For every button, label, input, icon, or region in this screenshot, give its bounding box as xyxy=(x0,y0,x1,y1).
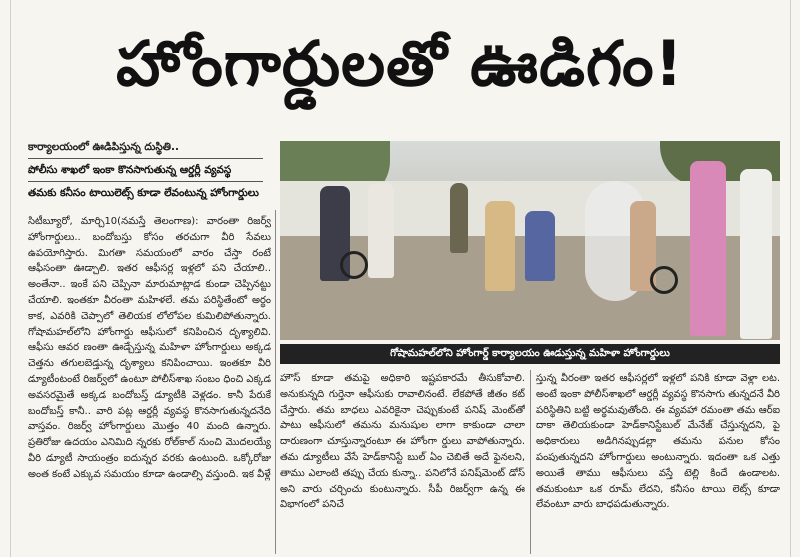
photo-bike-wheel xyxy=(650,266,678,294)
photo-person xyxy=(740,169,772,339)
news-photo xyxy=(280,141,780,340)
photo-person xyxy=(485,201,515,291)
page-border-left xyxy=(10,0,11,557)
column-divider xyxy=(530,370,531,554)
article-headline: హోంగార్డులతో ఊడిగం! xyxy=(116,27,684,100)
photo-person xyxy=(450,183,468,253)
photo-bike-wheel xyxy=(340,251,368,279)
subhead-2: తమకు కనీసం టాయిలెట్స్‌ కూడా లేవంటున్న హోంగార్డులు xyxy=(28,187,259,199)
subheads-block xyxy=(28,140,263,200)
page-border-right xyxy=(790,0,791,557)
subhead-1: పోలీసు శాఖలో ఇంకా కొనసాగుతున్న ఆర్డర్లీ వ్యవస్థ xyxy=(28,164,232,176)
article-column-2: హౌస్‌ కూడా తమపై అధికారి ఇష్టపకారమే తీసుకోవాలి. అనుకున్నది గుర్తెనా ఆఫీసుకు రావాలినంటే. లేకపోతే జీతం కట్‌ చేస్తారు. తమ బాధలు ఎవరికైనా చెప్పుకుంటే పనిష్‌ మెంట్‌తో పాటు ఆఫీసులో తమను మనుషుల లాగా కాకుండా చాలా దారుణంగా చూస్తున్నారంటూ ఈ హోంగా ర్డులు వాపోతున్నారు. తమ డ్యూటీలు వేసే హెడ్‌కానిస్టే బుల్‌ ఏం చెబితే అదే ఫైనలని, తాము ఎలాంటి తప్పు చేయ కున్నా.. పనిలోనే పనిష్‌మెంట్‌ డోస్‌ అని వారు చర్చించు కుంటున్నారు. సీపీ రిజర్వ్‌గా ఉన్న ఈ విభాగంలో పనిచే xyxy=(280,373,525,511)
photo-person xyxy=(368,183,394,278)
subhead-rule xyxy=(28,158,263,159)
photo-person xyxy=(690,161,726,336)
subhead-rule xyxy=(28,181,263,182)
column-divider xyxy=(275,210,276,554)
article-column-1: సిటీబ్యూరో, మార్చి10(నమస్తే తెలంగాణ): వారంతా రిజర్వ్‌ హోంగార్డులు.. బందోబస్తు కోసం తరచుగా వీరి సేవలు ఉపయోగిస్తారు. మిగతా సమయంలో వారం చేస్తా రంటే ఆఫీసంతా ఊడ్చాలి. ఇతర ఆఫీసర్ల ఇళ్లలో పని చేయాలి.. అంతేనా.. ఇంకే పని చెప్పినా మారుమాట్లాడ కుండా చెప్పినట్టు చేయాలి. ఇంతకూ వీరంతా మహిళలే. తమ పరిస్థితేంటో అర్థం కాక, ఎవరికి చెప్పాలో తెలియక లోలోపల కుమిలిపోతున్నారు. గోషామహల్‌లోని హోంగార్డు ఆఫీసులో కనిపించిన దృశ్యాలివి. ఆఫీసు ఆవర ణంతా ఊడ్చేస్తున్న మహిళా హోంగార్డులు అక్కడ చెత్తను తగులబెడ్తున్న దృశ్యాలు కనిపించాయి. ఇంతకూ వీరి డ్యూటీంటంటే రిజర్వ్‌లో ఉంటూ పోలీస్‌శాఖ సంబం ధించి ఎక్కడ అవసరమైతే అక్కడ బందోబస్త్‌ డ్యూటీకి వెళ్లడం. కానీ పేరుకే బందోబస్త్‌ కానీ.. వారి పట్ల ఆర్డర్లీ వ్యవస్థ కొనసాగుతున్నదనేది వాస్తవం. రిజర్వ్‌ హోంగార్డులు మొత్తం 40 మంది ఉన్నారు. ప్రతిరోజు ఉదయం ఎనిమిది న్నరకు రోల్‌కాల్‌ నుంచి మొదలయ్యే వీరి డ్యూటీ సాయంత్రం ఐదున్నర వరకు ఉంటుంది. ఒక్కోరోజు అంత కంటే ఎక్కువ సమయం కూడా ఉండాల్సి వస్తుంది. ఇక వీళ్లే xyxy=(28,216,271,480)
article-column-3: స్తున్న వీరంతా ఇతర ఆఫీసర్లలో ఇళ్లలో పనికి కూడా వెళ్లా లట. అంటే ఇంకా పోలీస్‌శాఖలో ఆర్డర్లీ వ్యవస్థ కొనసాగు తున్నదనే వీరి పరిస్థితిని బట్టి అర్థమవుతోంది. ఈ వ్యవహా రమంతా తమ ఆర్‌ఐ దాకా తెలియకుండా హెడ్‌కానిస్టేబుల్‌ మేనేజ్‌ చేస్తున్నదని, పై అధికారులు అడిగినప్పుడల్లా తమను పనుల కోసం పంపుతున్నదని హోంగార్డులు అంటున్నారు. ఇదంతా ఒక ఎత్తు అయితే తాము ఆఫీసులు వస్తే టెల్లి కిందే ఉండాలట. తమకుంటూ ఒక రూమ్‌ లేదని, కనీసం టాయి లెట్స్‌ కూడా లేవంటూ వారు బాధపడుతున్నారు. xyxy=(536,373,780,511)
photo-caption: గోషామహల్‌లోని హోంగార్డ్‌ కార్యాలయం ఊడుస్తున్న మహిళా హోంగార్డులు xyxy=(280,344,780,364)
kicker-line: కార్యాలయంలో ఊడిపిస్తున్న దుస్థితి.. xyxy=(28,141,179,153)
photo-person xyxy=(525,211,555,281)
